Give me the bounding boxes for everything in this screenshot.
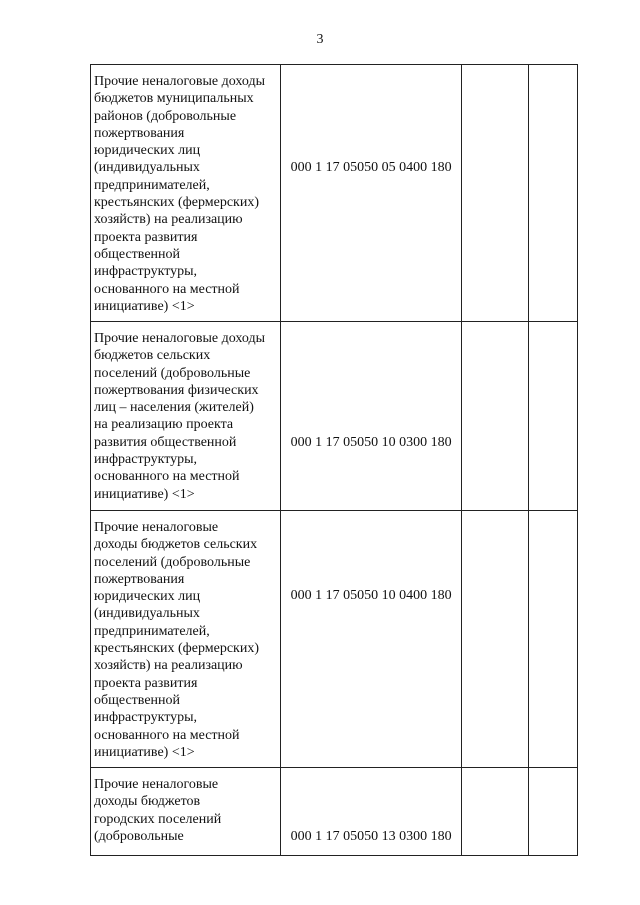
description-cell [91, 65, 281, 322]
empty-cell [528, 768, 577, 856]
budget-classification-code: 000 1 17 05050 13 0300 180 [290, 829, 452, 844]
budget-income-table [90, 64, 578, 856]
description-cell [91, 768, 281, 856]
code-cell [281, 65, 461, 322]
code-cell [281, 768, 461, 856]
table-row [91, 768, 578, 856]
table-row [91, 65, 578, 322]
empty-cell [461, 65, 528, 322]
income-description: Прочие неналоговые доходы бюджетов городских поселений (добровольные [94, 777, 222, 844]
empty-cell [461, 511, 528, 768]
empty-cell [528, 322, 577, 511]
description-cell [91, 511, 281, 768]
empty-cell [528, 511, 577, 768]
income-description: Прочие неналоговые доходы бюджетов сельских поселений (добровольные пожертвования юридических лиц (индивидуальных предпринимателей, крестьянских (фермерских) хозяйств) на реализацию проекта развития общественной инфраструктуры, основанного на местной инициативе) <1> [94, 520, 259, 760]
budget-classification-code: 000 1 17 05050 10 0400 180 [290, 588, 452, 603]
budget-classification-code: 000 1 17 05050 05 0400 180 [290, 160, 452, 175]
code-cell [281, 511, 461, 768]
empty-cell [461, 768, 528, 856]
table-row [91, 511, 578, 768]
income-description: Прочие неналоговые доходы бюджетов сельских поселений (добровольные пожертвования физических лиц – населения (жителей) на реализацию проекта развития общественной инфраструктуры, основанного на местной инициативе) <1> [94, 331, 266, 502]
page-number: 3 [316, 32, 324, 47]
code-cell [281, 322, 461, 511]
income-description: Прочие неналоговые доходы бюджетов муниципальных районов (добровольные пожертвования юридических лиц (индивидуальных предпринимателей, крестьянских (фермерских) хозяйств) на реализацию проекта развития общественной инфраструктуры, основанного на местной инициативе) <1> [94, 74, 266, 314]
budget-classification-code: 000 1 17 05050 10 0300 180 [290, 435, 452, 450]
empty-cell [461, 322, 528, 511]
description-cell [91, 322, 281, 511]
table-row [91, 322, 578, 511]
empty-cell [528, 65, 577, 322]
